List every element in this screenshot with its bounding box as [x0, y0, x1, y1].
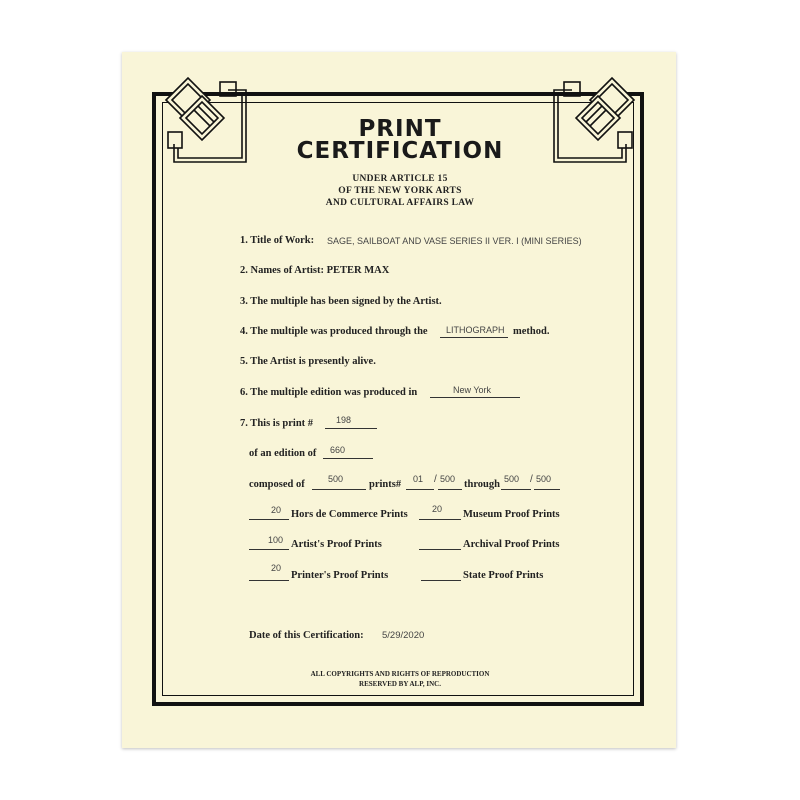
date-value: 5/29/2020	[382, 630, 425, 641]
composed-value: 500	[328, 474, 344, 484]
archival-line	[419, 549, 461, 550]
museum-label: Museum Proof Prints	[463, 509, 560, 520]
copyright-line-2: RESERVED BY ALP, INC.	[359, 680, 441, 688]
composed-label: composed of	[249, 479, 305, 490]
composed-line	[312, 489, 366, 490]
prints-from-num-line	[406, 489, 434, 490]
prints-from-den: 500	[440, 474, 456, 484]
subtitle-line-3: AND CULTURAL AFFAIRS LAW	[325, 198, 475, 208]
artist-proof-label: Artist's Proof Prints	[291, 539, 382, 550]
printer-proof-line	[249, 580, 289, 581]
hors-line	[249, 519, 289, 520]
prints-to-num: 500	[504, 474, 520, 484]
produced-in-line	[430, 397, 520, 398]
archival-label: Archival Proof Prints	[463, 539, 560, 550]
prints-to-den-line	[534, 489, 560, 490]
printer-proof-label: Printer's Proof Prints	[291, 570, 389, 581]
edition-line	[323, 458, 373, 459]
signed-statement: 3. The multiple has been signed by the Artist.	[240, 296, 442, 307]
title-line-1: PRINT	[358, 116, 442, 142]
copyright-line-1: ALL COPYRIGHTS AND RIGHTS OF REPRODUCTION	[310, 670, 490, 678]
hors-value: 20	[271, 505, 282, 515]
print-number-line	[325, 428, 377, 429]
title-of-work-label: 1. Title of Work:	[240, 235, 315, 246]
edition-value: 660	[330, 445, 346, 455]
production-method-line	[440, 337, 508, 338]
produced-in-value: New York	[453, 385, 492, 395]
title-line-2: CERTIFICATION	[296, 138, 504, 164]
through-label: through	[464, 479, 500, 490]
date-label: Date of this Certification:	[249, 630, 364, 641]
production-method-label: 4. The multiple was produced through the	[240, 326, 428, 337]
print-number-value: 198	[336, 415, 352, 425]
prints-label: prints#	[369, 479, 402, 490]
prints-from-den-line	[438, 489, 462, 490]
printer-proof-value: 20	[271, 563, 282, 573]
prints-to-slash: /	[530, 474, 533, 485]
prints-to-den: 500	[536, 474, 552, 484]
production-method-value: LITHOGRAPH	[446, 325, 505, 335]
prints-from-slash: /	[434, 474, 437, 485]
subtitle-line-2: OF THE NEW YORK ARTS	[338, 186, 462, 196]
hors-label: Hors de Commerce Prints	[291, 509, 408, 520]
prints-to-num-line	[501, 489, 531, 490]
artist-proof-line	[249, 549, 289, 550]
museum-line	[419, 519, 461, 520]
produced-in-label: 6. The multiple edition was produced in	[240, 387, 418, 398]
artist-alive-statement: 5. The Artist is presently alive.	[240, 356, 376, 367]
state-proof-line	[421, 580, 461, 581]
artist-name-label: 2. Names of Artist: PETER MAX	[240, 265, 390, 276]
print-number-label: 7. This is print #	[240, 418, 314, 429]
subtitle-line-1: UNDER ARTICLE 15	[352, 174, 448, 184]
prints-from-num: 01	[413, 474, 424, 484]
museum-value: 20	[432, 504, 443, 514]
edition-label: of an edition of	[249, 448, 317, 459]
production-method-suffix: method.	[513, 326, 550, 337]
state-proof-label: State Proof Prints	[463, 570, 544, 581]
artist-proof-value: 100	[268, 535, 284, 545]
title-of-work-value: SAGE, SAILBOAT AND VASE SERIES II VER. I (MINI SERIES)	[327, 236, 582, 246]
